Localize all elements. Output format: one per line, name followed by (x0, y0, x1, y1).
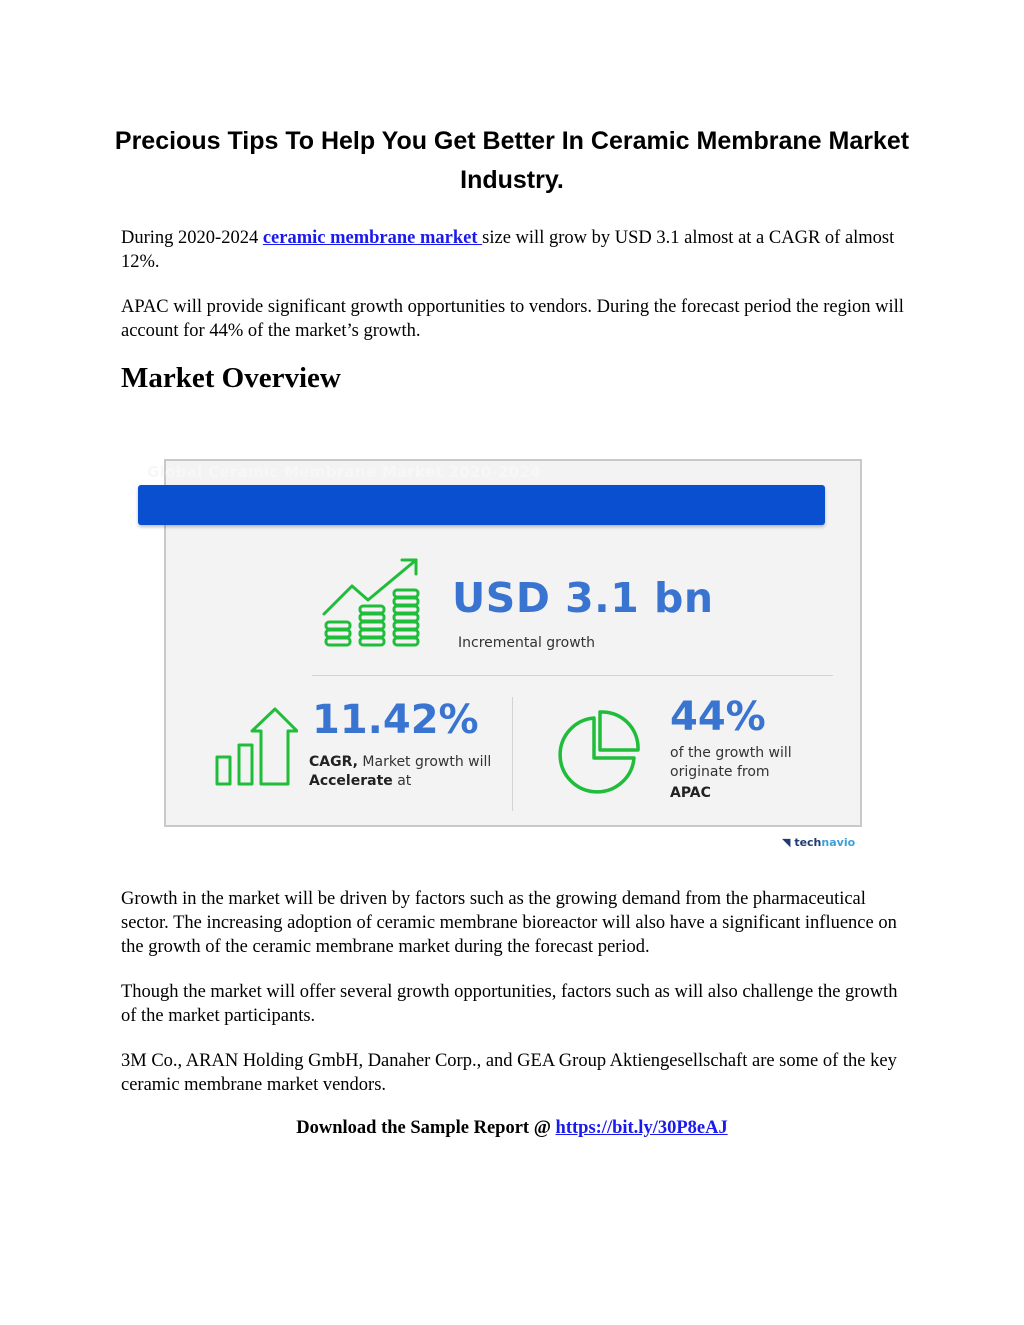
vendors-paragraph: 3M Co., ARAN Holding GmbH, Danaher Corp., and GEA Group Aktiengesellschaft are some of the key ceramic membrane market vendors. (121, 1051, 897, 1095)
growth-share-label: of the growth will originate from (670, 745, 792, 780)
sample-report-link[interactable]: https://bit.ly/30P8eAJ (555, 1118, 728, 1138)
coin-stack-growth-icon (318, 556, 428, 652)
bar-growth-arrow-icon (212, 707, 298, 789)
intro-text-start: During 2020-2024 (121, 228, 263, 248)
intro-text-end: size will grow by USD 3.1 almost at a CAGR of almost 12%. (121, 228, 895, 272)
pie-chart-icon (550, 708, 642, 800)
infographic-banner-title: Global Ceramic Membrane Market 2020-2024 (147, 463, 541, 481)
cagr-value: 11.42% (312, 697, 479, 743)
cagr-label-mid: Market growth will (357, 754, 492, 770)
growth-share-value: 44% (670, 694, 766, 740)
divider-vertical (512, 697, 513, 811)
challenges-paragraph: Though the market will offer several growth opportunities, factors such as will also challenge the growth of the market participants. (121, 982, 898, 1026)
cagr-label (309, 753, 499, 791)
infographic-banner (138, 485, 825, 525)
brand-prefix: tech (794, 836, 822, 849)
incremental-growth-label: Incremental growth (458, 635, 596, 651)
incremental-growth-value: USD 3.1 bn (452, 574, 714, 622)
ceramic-membrane-market-link[interactable]: ceramic membrane market (262, 228, 483, 248)
download-line (0, 1118, 1024, 1139)
cagr-label-bold2: Accelerate (309, 773, 393, 789)
page-title: Precious Tips To Help You Get Better In Ceramic Membrane Market Industry. (114, 127, 910, 194)
technavio-logo-icon: ◥ (782, 836, 791, 849)
section-heading: Market Overview (121, 362, 341, 394)
growth-drivers-paragraph: Growth in the market will be driven by factors such as the growing demand from the pharmaceutical sector. The increasing adoption of ceramic membrane bioreactor will also have a significant influence on the growth of the ceramic membrane market during the forecast period. (121, 889, 897, 957)
cagr-label-end: at (392, 773, 412, 789)
download-label: Download the Sample Report @ (296, 1118, 556, 1138)
cagr-label-bold: CAGR, (309, 754, 358, 770)
divider-horizontal (312, 675, 833, 676)
intro-paragraph (121, 226, 911, 274)
growth-share-region: APAC (670, 785, 711, 801)
brand-suffix: navio (821, 836, 856, 849)
apac-paragraph: APAC will provide significant growth opportunities to vendors. During the forecast period the region will account for 44% of the market’s growth. (121, 297, 904, 341)
technavio-logo (782, 836, 855, 849)
